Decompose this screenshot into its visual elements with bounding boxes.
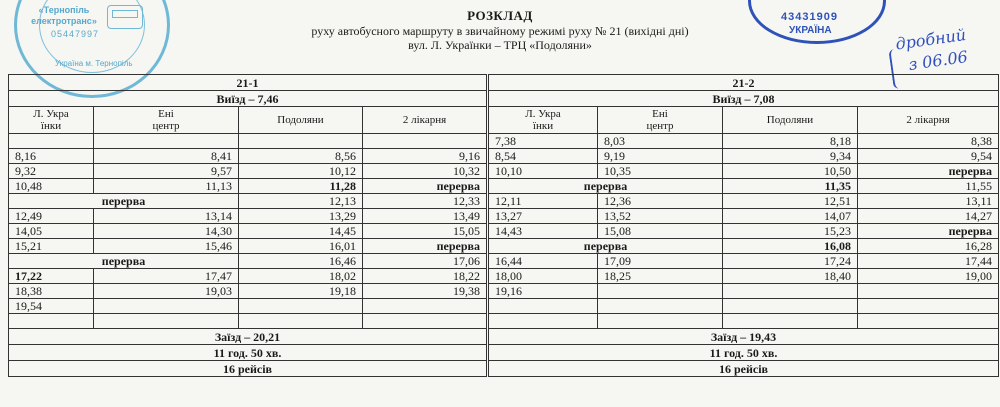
time-cell: 15,23 <box>723 224 858 239</box>
document-subtitle: руху автобусного маршруту в звичайному режимі руху № 21 (вихідні дні) <box>311 24 689 38</box>
time-cell: 14,30 <box>94 224 239 239</box>
time-cell: 17,09 <box>598 254 723 269</box>
time-cell <box>239 314 363 329</box>
trips-row <box>9 361 999 377</box>
time-cell <box>363 134 488 149</box>
time-cell: 14,27 <box>858 209 999 224</box>
time-cell <box>598 284 723 299</box>
time-cell: 12,51 <box>723 194 858 209</box>
time-cell: 12,33 <box>363 194 488 209</box>
schedule-row <box>9 269 999 284</box>
schedule-row <box>9 149 999 164</box>
route-name-row <box>9 75 999 91</box>
schedule-row <box>9 254 999 269</box>
time-cell: 13,11 <box>858 194 999 209</box>
time-cell: 8,16 <box>9 149 94 164</box>
time-cell: 11,35 <box>723 179 858 194</box>
trip-count: 16 рейсів <box>488 361 999 377</box>
time-cell <box>723 314 858 329</box>
time-cell: 16,01 <box>239 239 363 254</box>
time-cell <box>598 299 723 314</box>
route-description: вул. Л. Українки – ТРЦ «Подоляни» <box>408 38 592 52</box>
duration-row <box>9 345 999 361</box>
time-cell: 17,47 <box>94 269 239 284</box>
time-cell <box>858 314 999 329</box>
column-header <box>9 107 94 134</box>
time-cell: 16,46 <box>239 254 363 269</box>
time-cell: 17,22 <box>9 269 94 284</box>
time-cell: 10,12 <box>239 164 363 179</box>
time-cell: 15,21 <box>9 239 94 254</box>
time-cell: 14,43 <box>488 224 598 239</box>
column-header-text: центр <box>152 120 180 132</box>
time-cell: 19,38 <box>363 284 488 299</box>
column-header-text: 2 лікарня <box>906 114 950 126</box>
schedule-row <box>9 299 999 314</box>
schedule-row <box>9 134 999 149</box>
column-header <box>598 107 723 134</box>
stamp-right-code: 43431909 <box>781 11 838 23</box>
route-name: 21-2 <box>488 75 999 91</box>
time-cell <box>598 314 723 329</box>
time-cell <box>363 314 488 329</box>
schedule-row <box>9 164 999 179</box>
route-name: 21-1 <box>9 75 488 91</box>
time-cell: 11,55 <box>858 179 999 194</box>
time-cell: 15,46 <box>94 239 239 254</box>
time-cell: 12,11 <box>488 194 598 209</box>
column-header-text: їнки <box>40 120 62 132</box>
column-header-text: Подоляни <box>277 114 324 126</box>
time-cell: 18,38 <box>9 284 94 299</box>
stamp-right-country: УКРАЇНА <box>789 25 832 36</box>
time-cell: 15,05 <box>363 224 488 239</box>
time-cell <box>9 134 94 149</box>
time-cell: 10,10 <box>488 164 598 179</box>
time-cell: 8,18 <box>723 134 858 149</box>
schedule-row <box>9 314 999 329</box>
time-cell <box>94 314 239 329</box>
time-cell: 8,56 <box>239 149 363 164</box>
time-cell: 14,45 <box>239 224 363 239</box>
arrival-row <box>9 329 999 345</box>
time-cell <box>239 299 363 314</box>
time-cell: 10,48 <box>9 179 94 194</box>
time-cell <box>94 299 239 314</box>
time-cell: 16,28 <box>858 239 999 254</box>
column-header-text: Подоляни <box>766 114 814 126</box>
time-cell: 7,38 <box>488 134 598 149</box>
schedule-row <box>9 239 999 254</box>
column-header-text: Ені <box>652 108 668 120</box>
note-line-2: з 06.06 <box>907 46 969 75</box>
stamp-city: Україна м. Тернопіль <box>55 59 133 68</box>
time-cell: 18,02 <box>239 269 363 284</box>
arrival-time: Заїзд – 19,43 <box>488 329 999 345</box>
time-cell <box>9 314 94 329</box>
column-header-text: Ені <box>158 108 174 120</box>
time-cell <box>723 299 858 314</box>
column-header-text: Л. Укра <box>33 108 69 120</box>
trip-count: 16 рейсів <box>9 361 488 377</box>
column-header-text: центр <box>646 120 674 132</box>
time-cell: 8,03 <box>598 134 723 149</box>
time-cell: 19,16 <box>488 284 598 299</box>
time-cell: 17,24 <box>723 254 858 269</box>
break-cell: перерва <box>858 164 999 179</box>
time-cell: 16,44 <box>488 254 598 269</box>
time-cell <box>488 299 598 314</box>
time-cell <box>723 284 858 299</box>
column-header-text: їнки <box>532 120 554 132</box>
time-cell <box>94 134 239 149</box>
time-cell: 13,27 <box>488 209 598 224</box>
departure-time: Виїзд – 7,46 <box>9 91 488 107</box>
time-cell: 18,00 <box>488 269 598 284</box>
schedule-row <box>9 194 999 209</box>
column-header <box>239 107 363 134</box>
time-cell: 11,28 <box>239 179 363 194</box>
document-header <box>0 8 1000 52</box>
time-cell: 18,40 <box>723 269 858 284</box>
time-cell: 19,18 <box>239 284 363 299</box>
time-cell: 19,00 <box>858 269 999 284</box>
break-cell: перерва <box>363 239 488 254</box>
time-cell: 18,25 <box>598 269 723 284</box>
time-cell: 8,41 <box>94 149 239 164</box>
time-cell: 10,35 <box>598 164 723 179</box>
time-cell: 12,36 <box>598 194 723 209</box>
time-cell: 9,16 <box>363 149 488 164</box>
time-cell: 14,05 <box>9 224 94 239</box>
time-cell <box>488 314 598 329</box>
break-cell: перерва <box>363 179 488 194</box>
time-cell: 14,07 <box>723 209 858 224</box>
schedule-row <box>9 224 999 239</box>
time-cell: 11,13 <box>94 179 239 194</box>
time-cell: 17,06 <box>363 254 488 269</box>
time-cell: 8,54 <box>488 149 598 164</box>
time-cell: 8,38 <box>858 134 999 149</box>
departure-row <box>9 91 999 107</box>
time-cell <box>363 299 488 314</box>
time-cell: 9,32 <box>9 164 94 179</box>
time-cell: 18,22 <box>363 269 488 284</box>
time-cell <box>239 134 363 149</box>
time-cell: 12,13 <box>239 194 363 209</box>
column-header <box>723 107 858 134</box>
break-cell: перерва <box>488 179 723 194</box>
break-cell: перерва <box>858 224 999 239</box>
time-cell: 19,03 <box>94 284 239 299</box>
column-header <box>488 107 598 134</box>
time-cell: 13,49 <box>363 209 488 224</box>
stamp-code: 05447997 <box>51 29 100 39</box>
column-header-row <box>9 107 999 134</box>
column-header <box>363 107 488 134</box>
time-cell: 9,19 <box>598 149 723 164</box>
column-header-text: Л. Укра <box>525 108 561 120</box>
break-cell: перерва <box>9 194 239 209</box>
break-cell: перерва <box>488 239 723 254</box>
document-title: РОЗКЛАД <box>467 8 533 23</box>
arrival-time: Заїзд – 20,21 <box>9 329 488 345</box>
time-cell: 10,50 <box>723 164 858 179</box>
time-cell: 9,54 <box>858 149 999 164</box>
shift-duration: 11 год. 50 хв. <box>488 345 999 361</box>
time-cell: 17,44 <box>858 254 999 269</box>
time-cell: 9,57 <box>94 164 239 179</box>
column-header <box>94 107 239 134</box>
time-cell: 15,08 <box>598 224 723 239</box>
column-header-text: 2 лікарня <box>402 114 447 126</box>
break-cell: перерва <box>9 254 239 269</box>
time-cell: 19,54 <box>9 299 94 314</box>
schedule-row <box>9 179 999 194</box>
schedule-table <box>8 74 999 377</box>
time-cell: 16,08 <box>723 239 858 254</box>
time-cell: 9,34 <box>723 149 858 164</box>
schedule-row <box>9 209 999 224</box>
note-line-1: дробний <box>894 24 968 54</box>
time-cell: 13,14 <box>94 209 239 224</box>
time-cell: 12,49 <box>9 209 94 224</box>
stamp-company-name: «Тернопіль електротранс» <box>31 5 97 26</box>
time-cell <box>858 299 999 314</box>
time-cell <box>858 284 999 299</box>
time-cell: 13,52 <box>598 209 723 224</box>
time-cell: 13,29 <box>239 209 363 224</box>
column-header <box>858 107 999 134</box>
time-cell: 10,32 <box>363 164 488 179</box>
shift-duration: 11 год. 50 хв. <box>9 345 488 361</box>
departure-time: Виїзд – 7,08 <box>488 91 999 107</box>
schedule-row <box>9 284 999 299</box>
